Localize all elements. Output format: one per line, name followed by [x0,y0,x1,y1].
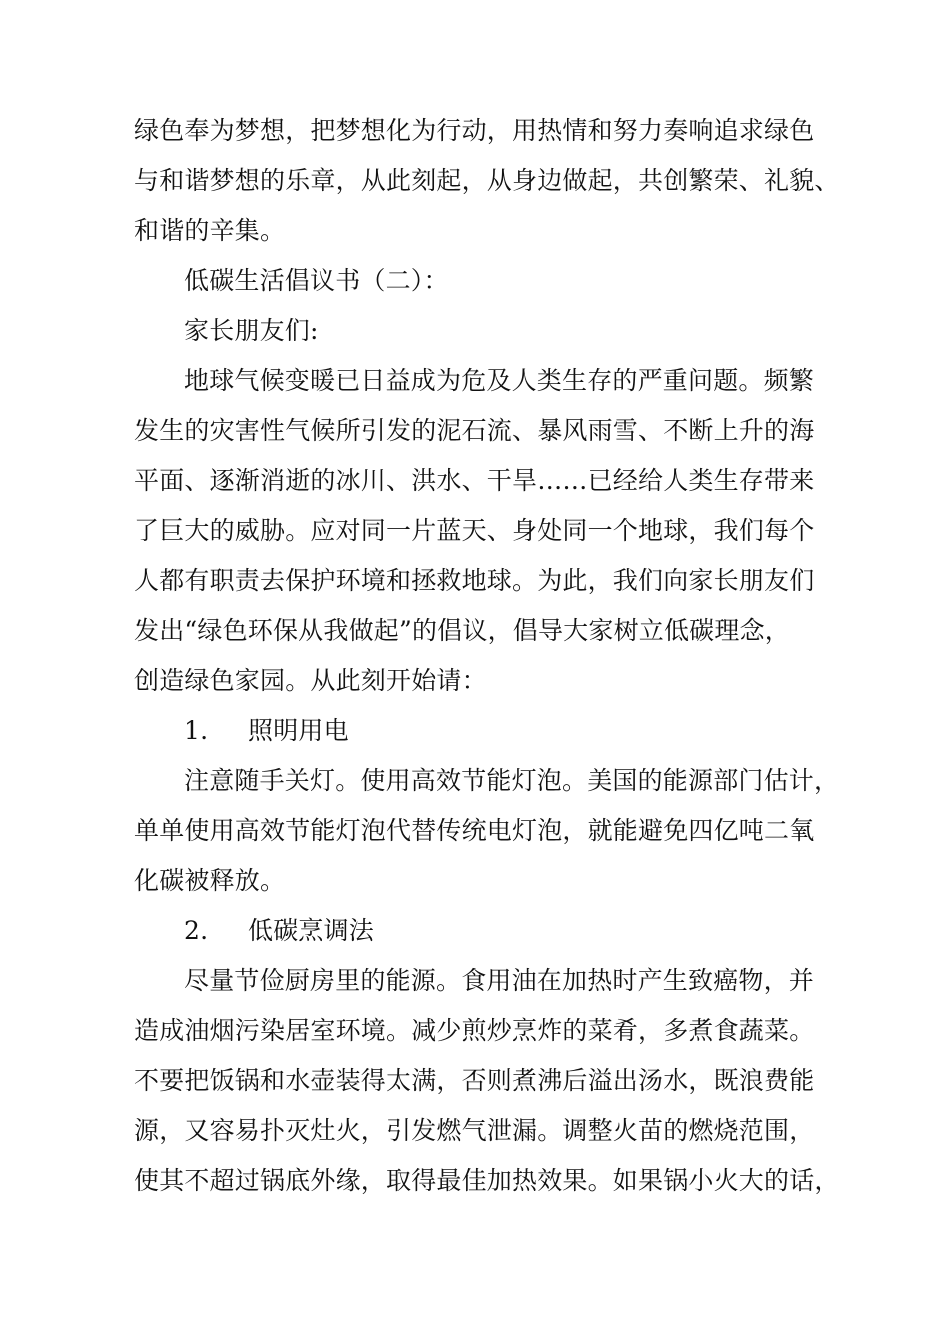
text-line: 与和谐梦想的乐章，从此刻起，从身边做起，共创繁荣、礼貌、 [134,166,840,195]
list-item-heading [184,716,349,746]
text-line: 平面、逐渐消逝的冰川、洪水、干旱……已经给人类生存带来 [134,466,815,495]
text-line: 不要把饭锅和水壶装得太满，否则煮沸后溢出汤水，既浪费能 [134,1066,815,1095]
list-item-heading [184,916,374,946]
text-line: 化碳被释放。 [134,866,286,895]
section-heading: 低碳生活倡议书（二）： [184,266,449,295]
text-line: 源，又容易扑灭灶火，引发燃气泄漏。调整火苗的燃烧范围， [134,1116,815,1145]
text-line: 尽量节俭厨房里的能源。食用油在加热时产生致癌物，并 [184,966,815,995]
text-line: 发生的灾害性气候所引发的泥石流、暴风雨雪、不断上升的海 [134,416,815,445]
text-line: 发出“绿色环保从我做起”的倡议，倡导大家树立低碳理念， [134,616,790,645]
text-line: 了巨大的威胁。应对同一片蓝天、身处同一个地球，我们每个 [134,516,815,545]
text-line: 和谐的辛集。 [134,216,286,245]
text-line: 创造绿色家园。从此刻开始请： [134,666,487,695]
text-line: 地球气候变暖已日益成为危及人类生存的严重问题。频繁 [184,366,815,395]
list-item-title: 低碳烹调法 [248,916,375,945]
text-line: 单单使用高效节能灯泡代替传统电灯泡，就能避免四亿吨二氧 [134,816,815,845]
list-number: 1. [184,716,209,745]
text-line: 人都有职责去保护环境和拯救地球。为此，我们向家长朋友们 [134,566,815,595]
text-line: 绿色奉为梦想，把梦想化为行动，用热情和努力奏响追求绿色 [134,116,815,145]
text-line: 使其不超过锅底外缘，取得最佳加热效果。如果锅小火大的话， [134,1166,840,1195]
text-line: 注意随手关灯。使用高效节能灯泡。美国的能源部门估计， [184,766,840,795]
list-item-title: 照明用电 [248,716,349,745]
list-number: 2. [184,916,209,945]
salutation: 家长朋友们: [184,316,319,345]
text-line: 造成油烟污染居室环境。减少煎炒烹炸的菜肴，多煮食蔬菜。 [134,1016,815,1045]
